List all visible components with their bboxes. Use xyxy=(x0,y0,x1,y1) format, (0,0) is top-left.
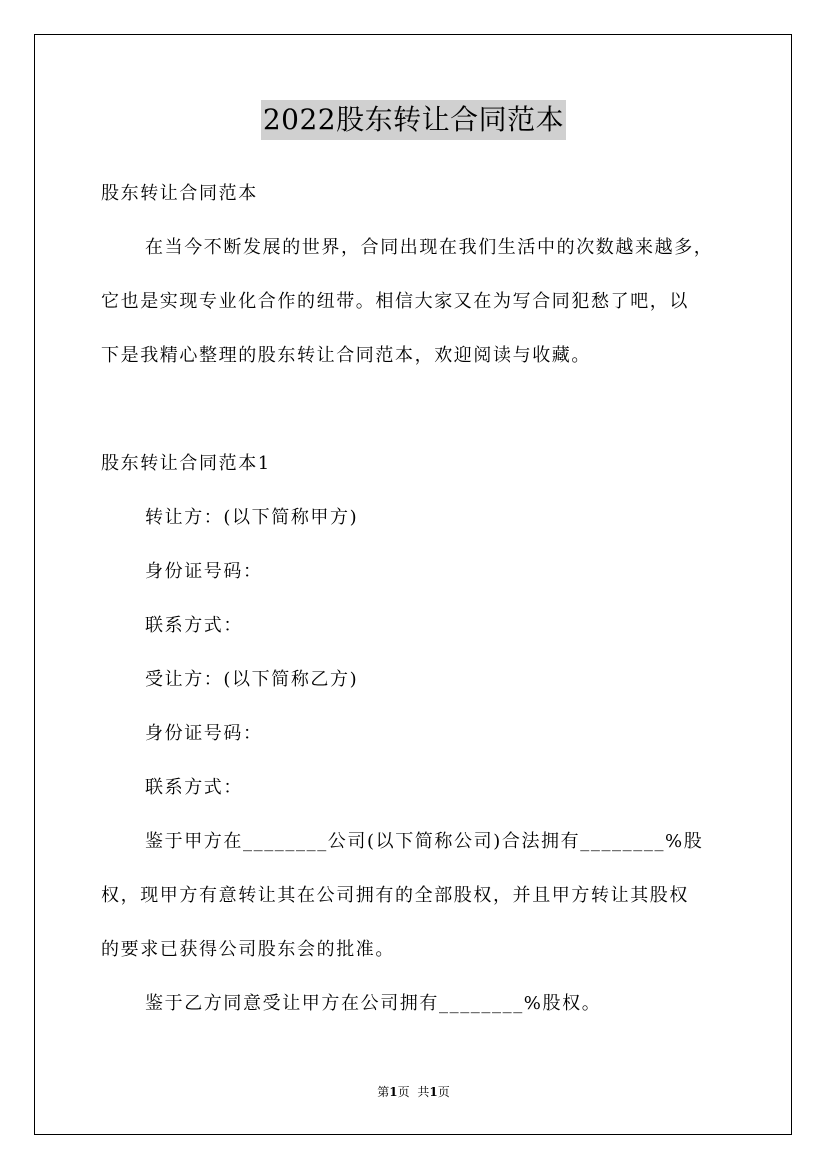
contract-heading: 股东转让合同范本1 xyxy=(101,453,271,474)
transferee-line: 受让方：(以下简称乙方) xyxy=(145,669,359,690)
transferor-contact-line: 联系方式： xyxy=(145,615,243,636)
title-container xyxy=(0,100,827,140)
transferee-contact-line: 联系方式： xyxy=(145,777,243,798)
footer-total-pages: 1 xyxy=(429,1085,438,1099)
footer-page-suffix: 页 xyxy=(397,1085,410,1099)
footer-page-prefix: 第 xyxy=(377,1085,390,1099)
clause-line: 的要求已获得公司股东会的批准。 xyxy=(101,939,395,960)
footer-total-suffix: 页 xyxy=(437,1085,450,1099)
clause-line: 权，现甲方有意转让其在公司拥有的全部股权，并且甲方转让其股权 xyxy=(101,885,689,906)
clause-line: 鉴于甲方在________公司(以下简称公司)合法拥有________%股 xyxy=(145,831,704,852)
transferor-id-line: 身份证号码： xyxy=(145,561,263,582)
footer-total-prefix: 共 xyxy=(417,1085,430,1099)
intro-paragraph-line: 它也是实现专业化合作的纽带。相信大家又在为写合同犯愁了吧，以 xyxy=(101,291,689,312)
page-footer xyxy=(0,1084,827,1100)
intro-paragraph-line: 下是我精心整理的股东转让合同范本，欢迎阅读与收藏。 xyxy=(101,345,591,366)
intro-paragraph-line: 在当今不断发展的世界，合同出现在我们生活中的次数越来越多， xyxy=(145,237,714,258)
document-title: 2022股东转让合同范本 xyxy=(261,100,566,140)
footer-page-number: 1 xyxy=(389,1085,398,1099)
transferee-id-line: 身份证号码： xyxy=(145,723,263,744)
clause-line: 鉴于乙方同意受让甲方在公司拥有________%股权。 xyxy=(145,993,602,1014)
section-heading: 股东转让合同范本 xyxy=(101,183,258,204)
transferor-line: 转让方：(以下简称甲方) xyxy=(145,507,359,528)
